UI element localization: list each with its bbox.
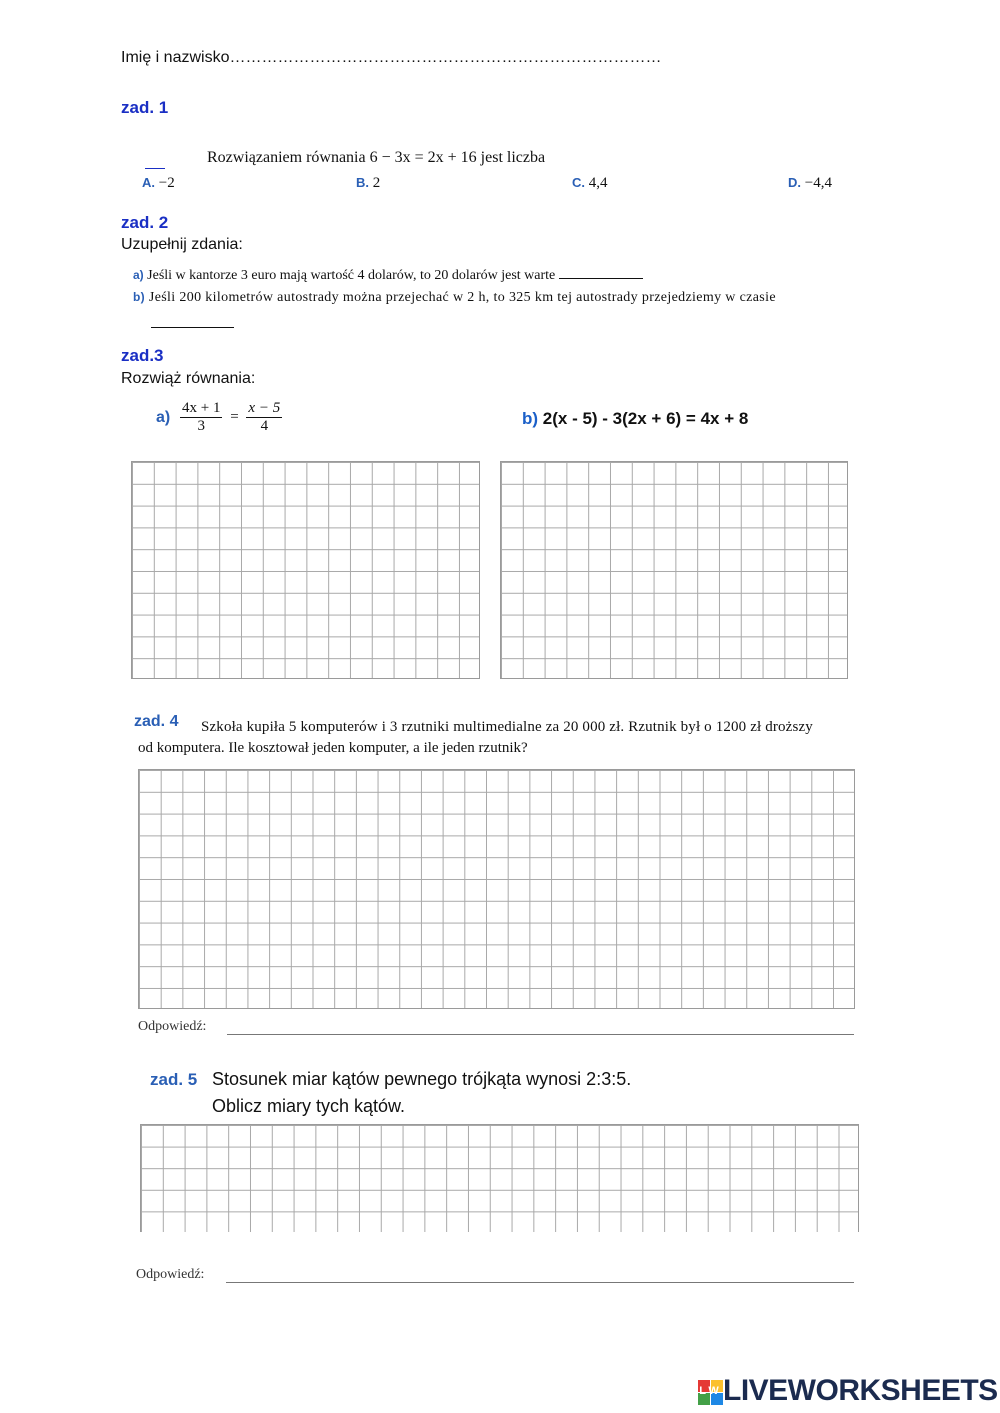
task3-a-work-grid[interactable] bbox=[131, 461, 480, 679]
option-d-label: D. bbox=[788, 175, 801, 190]
fraction-left-numerator: 4x + 1 bbox=[181, 400, 221, 416]
task2-b-text: Jeśli 200 kilometrów autostrady można przejechać w 2 h, to 325 km tej autostrady przejedziemy w czasie bbox=[148, 290, 776, 305]
task2-sentence-a bbox=[133, 268, 643, 284]
task2-a-label: a) bbox=[133, 268, 144, 282]
fraction-left-denominator: 3 bbox=[197, 418, 205, 434]
task3-b-label: b) bbox=[522, 409, 539, 428]
task5-text-line2: Oblicz miary tych kątów. bbox=[212, 1096, 406, 1116]
task3-equation-b bbox=[522, 409, 748, 429]
fraction-right-numerator: x − 5 bbox=[248, 400, 281, 416]
logo-letters: LW bbox=[699, 1385, 722, 1397]
task4-work-grid[interactable] bbox=[138, 769, 855, 1009]
option-d-value: −4,4 bbox=[804, 175, 832, 191]
task4-title: zad. 4 bbox=[134, 713, 179, 730]
task4-answer-label: Odpowiedź: bbox=[138, 1019, 207, 1034]
task1-option-c[interactable] bbox=[572, 175, 608, 192]
option-a-value: −2 bbox=[158, 175, 175, 191]
name-field-label[interactable]: Imię i nazwisko……………………………………………………………………… bbox=[121, 49, 662, 66]
option-c-label: C. bbox=[572, 175, 585, 190]
task2-instruction: Uzupełnij zdania: bbox=[121, 236, 243, 253]
task3-a-label: a) bbox=[156, 408, 171, 426]
option-b-value: 2 bbox=[372, 175, 381, 191]
task1-title: zad. 1 bbox=[121, 98, 169, 117]
fraction-right bbox=[246, 400, 282, 435]
fraction-right-denominator: 4 bbox=[260, 418, 269, 434]
task2-a-blank[interactable] bbox=[559, 277, 643, 279]
option-a-label: A. bbox=[142, 175, 155, 190]
task4-text-line2: od komputera. Ile kosztował jeden komputer, a ile jeden rzutnik? bbox=[138, 740, 528, 756]
option-b-label: B. bbox=[356, 175, 369, 190]
task4-answer-line[interactable] bbox=[227, 1034, 854, 1035]
task1-option-d[interactable] bbox=[788, 175, 832, 192]
task2-b-label: b) bbox=[133, 290, 146, 304]
task4-text-line1: Szkoła kupiła 5 komputerów i 3 rzutniki multimedialne za 20 000 zł. Rzutnik był o 1200 zł droższy bbox=[201, 719, 813, 735]
task2-sentence-b bbox=[133, 290, 776, 306]
task5-answer-label: Odpowiedź: bbox=[136, 1267, 205, 1282]
option-c-value: 4,4 bbox=[588, 175, 608, 191]
task5-work-grid[interactable] bbox=[140, 1124, 859, 1232]
liveworksheets-logo-icon bbox=[698, 1380, 723, 1405]
task3-instruction: Rozwiąż równania: bbox=[121, 370, 256, 387]
task5-text-line1: Stosunek miar kątów pewnego trójkąta wynosi 2:3:5. bbox=[212, 1069, 632, 1089]
task1-question: Rozwiązaniem równania 6 − 3x = 2x + 16 jest liczba bbox=[207, 149, 546, 166]
task2-b-blank[interactable] bbox=[151, 327, 234, 328]
task2-a-text: Jeśli w kantorze 3 euro mają wartość 4 dolarów, to 20 dolarów jest warte bbox=[147, 268, 556, 283]
task5-title: zad. 5 bbox=[150, 1070, 198, 1089]
liveworksheets-brand[interactable]: LIVEWORKSHEETS bbox=[723, 1374, 998, 1407]
task1-option-b[interactable] bbox=[356, 175, 380, 192]
task3-b-work-grid[interactable] bbox=[500, 461, 848, 679]
task3-b-text: 2(x - 5) - 3(2x + 6) = 4x + 8 bbox=[542, 409, 749, 428]
equals-sign: = bbox=[230, 409, 239, 425]
fraction-left bbox=[180, 400, 222, 435]
task5-answer-line[interactable] bbox=[226, 1282, 854, 1283]
task3-equation-a bbox=[156, 400, 282, 435]
task1-underline bbox=[145, 168, 165, 169]
task2-title: zad. 2 bbox=[121, 213, 169, 232]
task1-option-a[interactable] bbox=[142, 175, 175, 192]
task3-title: zad.3 bbox=[121, 346, 164, 365]
